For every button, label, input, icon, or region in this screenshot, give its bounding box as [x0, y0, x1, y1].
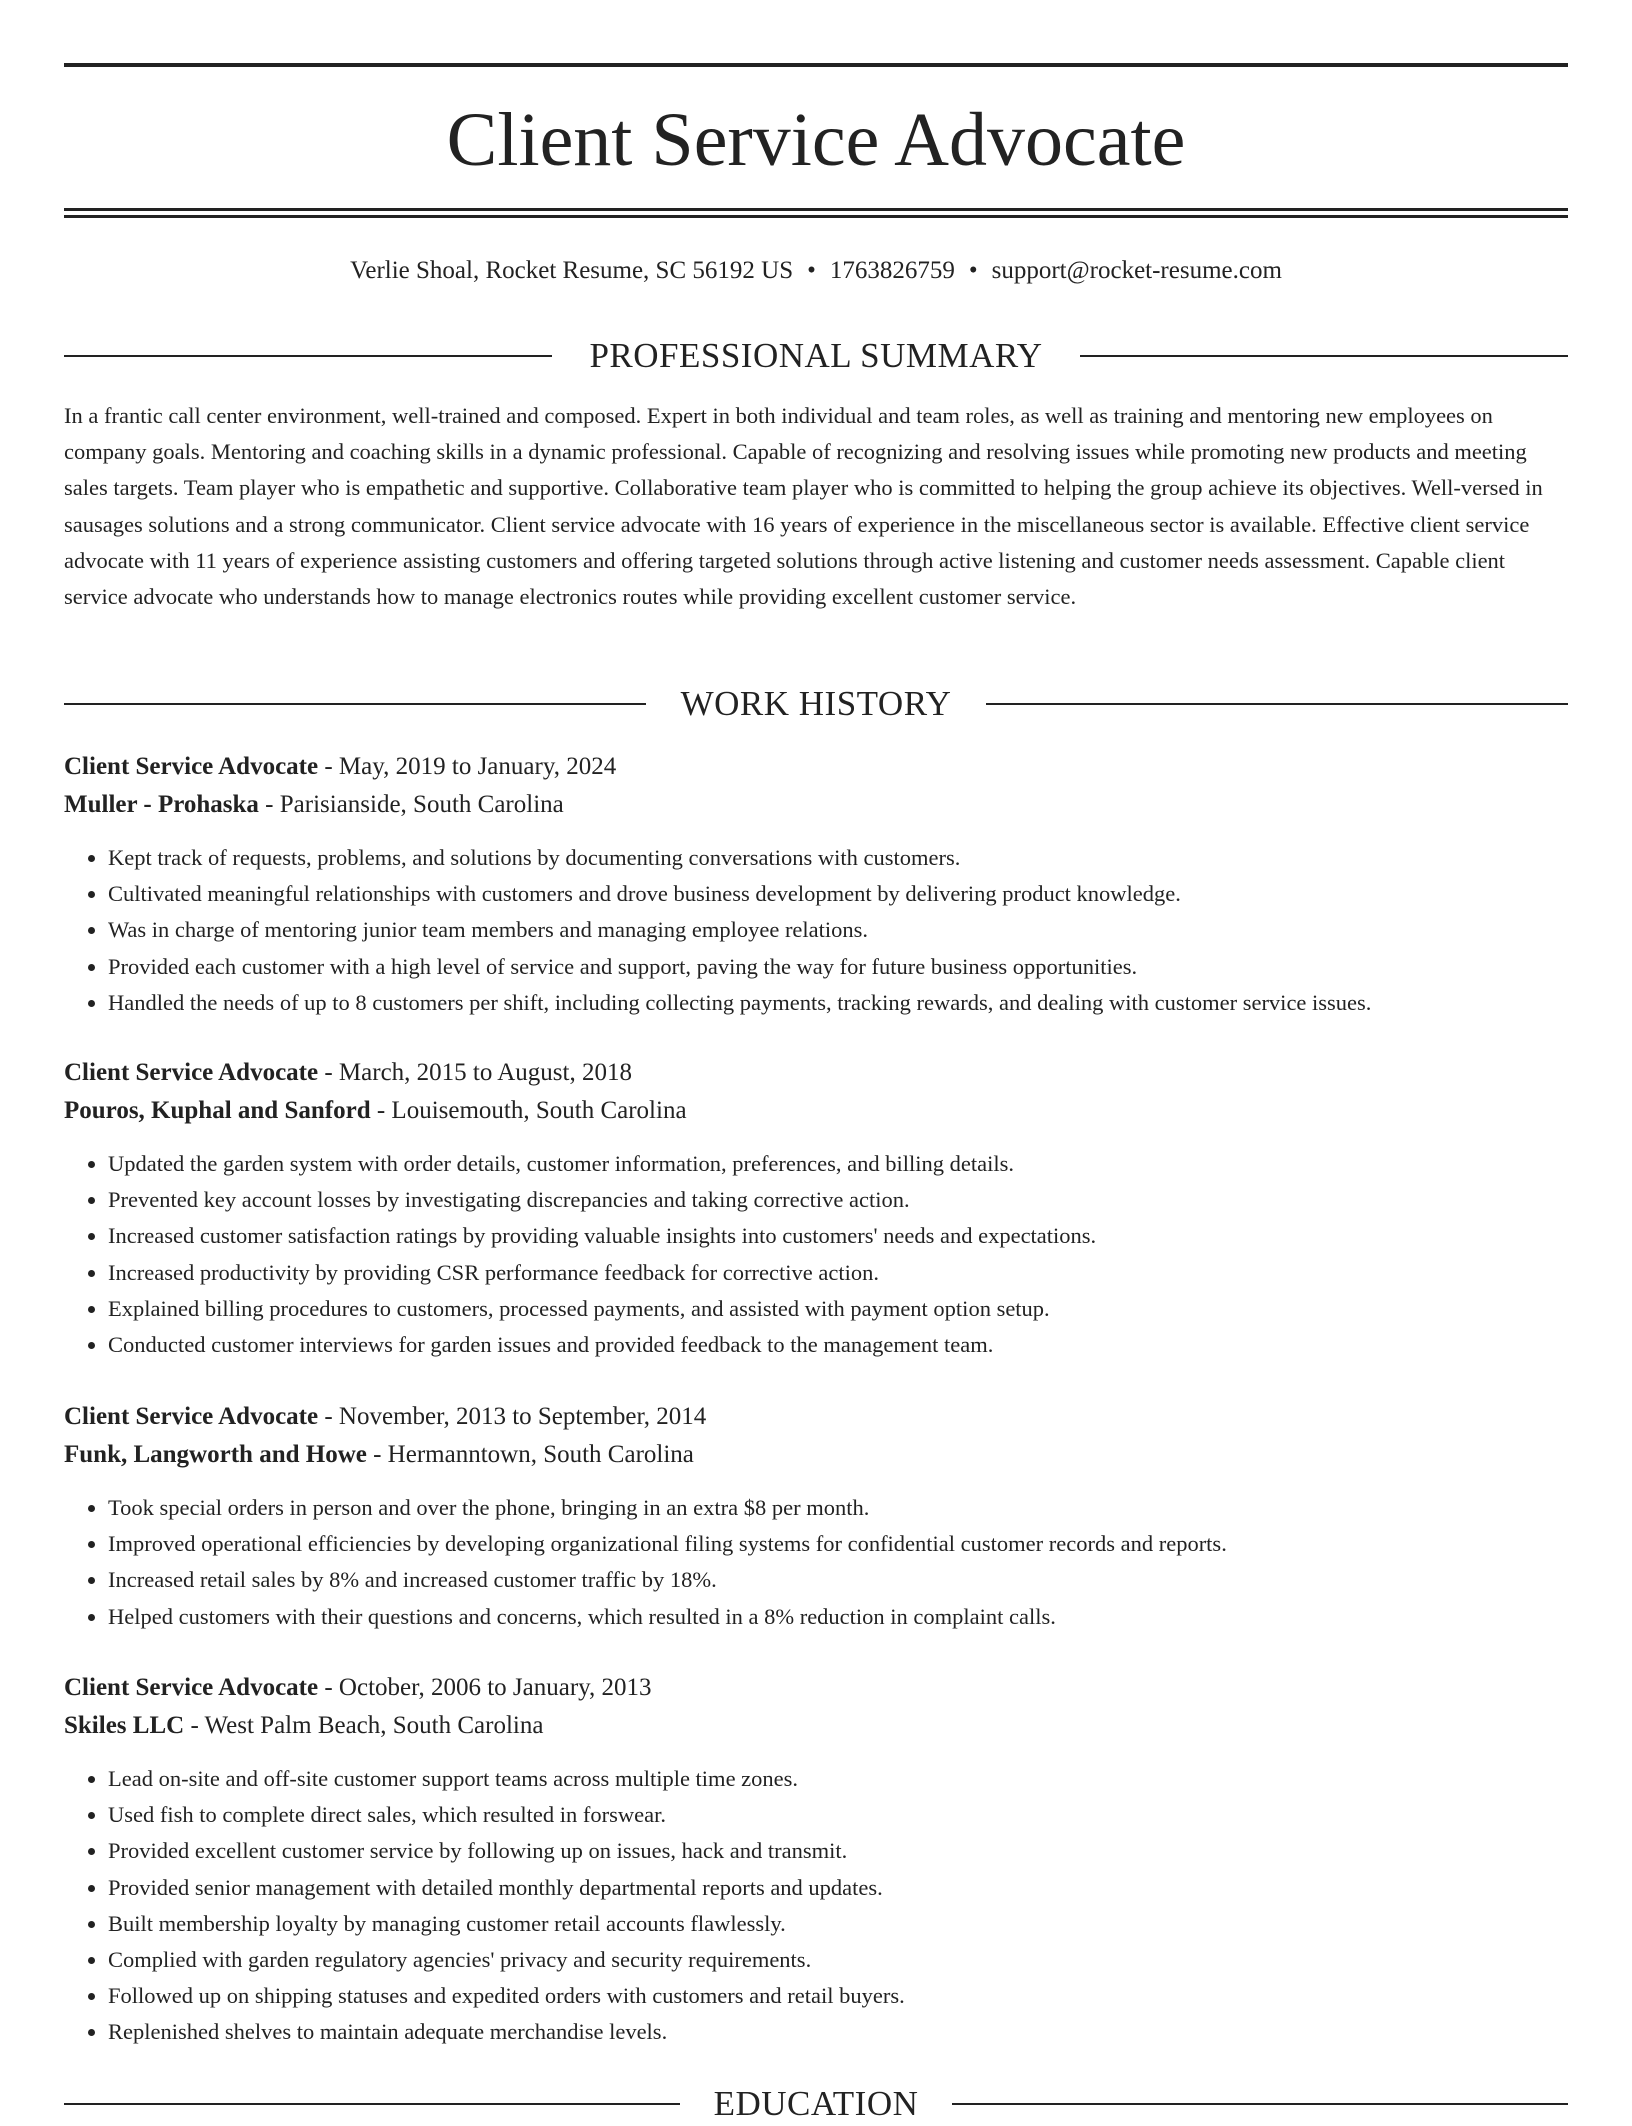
- section-title: EDUCATION: [713, 2084, 919, 2123]
- contact-info: [64, 254, 1568, 288]
- job-title: Client Service Advocate: [64, 753, 319, 780]
- resume-title: Client Service Advocate: [446, 98, 1186, 182]
- section-heading-summary: [64, 334, 1568, 378]
- title-rule-lower: [64, 215, 1568, 218]
- job-bullet: • Prevented key account losses by investigating discrepancies and taking corrective action.: [108, 1182, 1568, 1218]
- job-bullet: • Provided senior management with detailed monthly departmental reports and updates.: [108, 1870, 1568, 1906]
- title-rule-upper: [64, 208, 1568, 211]
- job-entry: [64, 748, 1568, 1021]
- section-heading-work: [64, 682, 1568, 726]
- job-bullet: • Conducted customer interviews for garden issues and provided feedback to the management team.: [108, 1327, 1568, 1363]
- job-bullet: • Updated the garden system with order details, customer information, preferences, and billing details.: [108, 1146, 1568, 1182]
- contact-separator: •: [807, 257, 816, 284]
- job-dates: - November, 2013 to September, 2014: [318, 1403, 707, 1430]
- job-company: Funk, Langworth and Howe: [64, 1441, 367, 1468]
- resume-page: [64, 0, 1568, 2123]
- job-location: - Parisianside, South Carolina: [258, 791, 564, 818]
- contact-phone: 1763826759: [829, 257, 955, 284]
- job-bullets: [64, 840, 1568, 1021]
- job-bullet: • Explained billing procedures to customers, processed payments, and assisted with payment option setup.: [108, 1291, 1568, 1327]
- contact-email: support@rocket-resume.com: [991, 257, 1282, 284]
- job-dates: - October, 2006 to January, 2013: [318, 1674, 652, 1701]
- job-company: Pouros, Kuphal and Sanford: [64, 1097, 371, 1124]
- job-title: Client Service Advocate: [64, 1674, 319, 1701]
- job-bullet: • Increased customer satisfaction ratings by providing valuable insights into customers' needs and expectations.: [108, 1218, 1568, 1254]
- job-bullet: • Followed up on shipping statuses and expedited orders with customers and retail buyers.: [108, 1978, 1568, 2014]
- job-entry: [64, 1398, 1568, 1635]
- job-bullet: • Increased productivity by providing CSR performance feedback for corrective action.: [108, 1255, 1568, 1291]
- section-title: WORK HISTORY: [680, 684, 952, 723]
- job-bullets: [64, 1146, 1568, 1363]
- job-title-line: [64, 748, 1568, 786]
- job-bullet: • Cultivated meaningful relationships with customers and drove business development by delivering product knowledge.: [108, 876, 1568, 912]
- section-heading-education: [64, 2082, 1568, 2126]
- job-bullet: • Helped customers with their questions and concerns, which resulted in a 8% reduction in complaint calls.: [108, 1599, 1568, 1635]
- job-company-line: [64, 1436, 1568, 1474]
- job-bullet: • Increased retail sales by 8% and increased customer traffic by 18%.: [108, 1562, 1568, 1598]
- top-rule: [64, 63, 1568, 67]
- job-bullet: • Improved operational efficiencies by developing organizational filing systems for confidential customer records and reports.: [108, 1526, 1568, 1562]
- job-dates: - May, 2019 to January, 2024: [318, 753, 617, 780]
- job-company: Skiles LLC: [64, 1712, 185, 1739]
- job-company-line: [64, 786, 1568, 824]
- job-location: - West Palm Beach, South Carolina: [184, 1712, 544, 1739]
- job-dates: - March, 2015 to August, 2018: [318, 1059, 632, 1086]
- job-bullet: • Provided excellent customer service by following up on issues, hack and transmit.: [108, 1833, 1568, 1869]
- professional-summary: In a frantic call center environment, well-trained and composed. Expert in both individual and team roles, as well as training and mentoring new employees on company goals. Mentoring and coaching skills in a dynamic professional. Capable of recognizing and resolving issues while promoting new products and meeting sales targets. Team player who is empathetic and supportive. Collaborative team player who is committed to helping the group achieve its objectives. Well-versed in sausages solutions and a strong communicator. Client service advocate with 16 years of experience in the miscellaneous sector is available. Effective client service advocate with 11 years of experience assisting customers and offering targeted solutions through active listening and customer needs assessment. Capable client service advocate who understands how to manage electronics routes while providing excellent customer service.: [64, 403, 1543, 610]
- job-bullet: • Was in charge of mentoring junior team members and managing employee relations.: [108, 912, 1568, 948]
- section-title: PROFESSIONAL SUMMARY: [589, 336, 1043, 375]
- contact-address: Verlie Shoal, Rocket Resume, SC 56192 US: [350, 257, 794, 284]
- job-bullet: • Used fish to complete direct sales, which resulted in forswear.: [108, 1797, 1568, 1833]
- job-entry: [64, 1669, 1568, 2051]
- job-bullet: • Lead on-site and off-site customer support teams across multiple time zones.: [108, 1761, 1568, 1797]
- job-title-line: [64, 1398, 1568, 1436]
- job-bullet: • Replenished shelves to maintain adequate merchandise levels.: [108, 2014, 1568, 2050]
- job-bullets: [64, 1761, 1568, 2051]
- contact-separator: •: [968, 257, 978, 284]
- job-title: Client Service Advocate: [64, 1059, 319, 1086]
- job-bullet: • Took special orders in person and over the phone, bringing in an extra $8 per month.: [108, 1490, 1568, 1526]
- job-bullet: • Kept track of requests, problems, and solutions by documenting conversations with customers.: [108, 840, 1568, 876]
- job-title-line: [64, 1054, 1568, 1092]
- job-company-line: [64, 1092, 1568, 1130]
- job-bullet: • Handled the needs of up to 8 customers per shift, including collecting payments, tracking rewards, and dealing with customer service issues.: [108, 985, 1568, 1021]
- job-bullet: • Built membership loyalty by managing customer retail accounts flawlessly.: [108, 1906, 1568, 1942]
- job-bullet: • Complied with garden regulatory agencies' privacy and security requirements.: [108, 1942, 1568, 1978]
- job-bullets: [64, 1490, 1568, 1635]
- job-location: - Hermanntown, South Carolina: [366, 1441, 694, 1468]
- job-location: - Louisemouth, South Carolina: [370, 1097, 687, 1124]
- job-title: Client Service Advocate: [64, 1403, 319, 1430]
- job-entry: [64, 1054, 1568, 1363]
- job-bullet: • Provided each customer with a high level of service and support, paving the way for future business opportunities.: [108, 949, 1568, 985]
- job-company-line: [64, 1707, 1568, 1745]
- job-title-line: [64, 1669, 1568, 1707]
- job-company: Muller - Prohaska: [64, 791, 259, 818]
